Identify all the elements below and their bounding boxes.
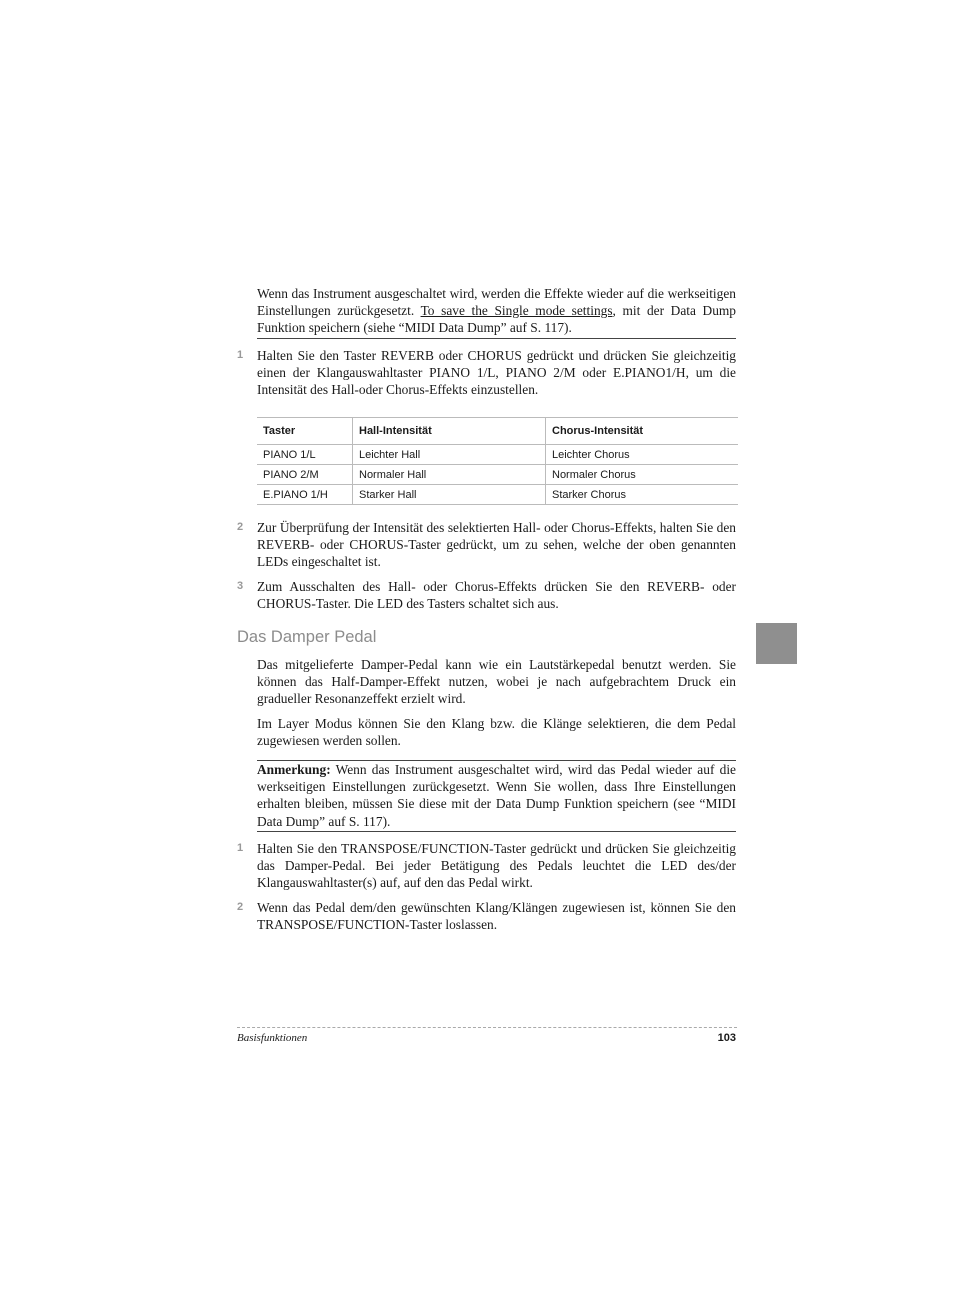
body-paragraph: Das mitgelieferte Damper-Pedal kann wie ein Lautstärkepedal benutzt werden. Sie können das Half-Damper-Effekt nutzen, wobei je nach aufgebrachtem Druck ein gradueller Resonanzeffekt erzielt wird. <box>257 657 736 707</box>
note-paragraph <box>257 761 736 830</box>
step-text: Zum Ausschalten des Hall- oder Chorus-Effekts drücken Sie den REVERB- oder CHORUS-Taster. Die LED des Tasters schaltet sich aus. <box>257 579 736 612</box>
table-cell: Starker Chorus <box>546 485 739 505</box>
step-number: 1 <box>237 349 244 361</box>
step-number: 1 <box>237 842 244 854</box>
table-cell: PIANO 1/L <box>257 445 353 465</box>
intro-note <box>257 285 736 337</box>
step-number: 2 <box>237 521 244 533</box>
table-cell: Starker Hall <box>353 485 546 505</box>
table-cell: Normaler Chorus <box>546 465 739 485</box>
table-header-taster: Taster <box>257 418 353 445</box>
table-row <box>257 445 738 465</box>
section-heading: Das Damper Pedal <box>237 628 377 646</box>
intro-note-link[interactable]: To save the Single mode settings <box>420 303 613 319</box>
table-header-hall: Hall-Intensität <box>353 418 546 445</box>
page-number: 103 <box>717 1032 736 1044</box>
step-text: Halten Sie den TRANSPOSE/FUNCTION-Taster gedrückt und drücken Sie gleichzeitig das Damper-Pedal. Bei jeder Betätigung des Pedals leuchtet die LED des/der Klangauswahltaster(s) auf, auf den das Pedal wirkt. <box>257 841 736 891</box>
intro-note-text-2: , mit der Data Dump Funktion speichern (siehe “MIDI Data Dump” auf S. 117). <box>257 303 737 336</box>
step-text: Halten Sie den Taster REVERB oder CHORUS gedrückt und drücken Sie gleichzeitig einen der Klangauswahltaster PIANO 1/L, PIANO 2/M oder E.PIANO1/H, um die Intensität des Hall-oder Chorus-Effekts einzustellen. <box>257 348 736 398</box>
chapter-side-tab <box>756 623 797 664</box>
note-label: Anmerkung: <box>257 762 331 777</box>
table-cell: Leichter Chorus <box>546 445 739 465</box>
table-row <box>257 465 738 485</box>
table-cell: Leichter Hall <box>353 445 546 465</box>
table-header-row <box>257 418 738 445</box>
table-row <box>257 485 738 505</box>
table-cell: Normaler Hall <box>353 465 546 485</box>
intro-note-text-1: Wenn das Instrument ausgeschaltet wird, werden die Effekte wieder auf die werkseitigen Einstellungen zurückgesetzt. <box>257 286 736 319</box>
table-cell: E.PIANO 1/H <box>257 485 353 505</box>
step-number: 3 <box>237 580 244 592</box>
note-bottom-rule <box>257 831 736 832</box>
body-paragraph: Im Layer Modus können Sie den Klang bzw. die Klänge selektieren, die dem Pedal zugewiesen werden sollen. <box>257 716 736 749</box>
footer-section-title: Basisfunktionen <box>237 1032 308 1044</box>
table-header-chorus: Chorus-Intensität <box>546 418 739 445</box>
effects-table <box>257 417 738 505</box>
footer-divider <box>237 1027 737 1028</box>
step-text: Wenn das Pedal dem/den gewünschten Klang/Klängen zugewiesen ist, können Sie den TRANSPOSE/FUNCTION-Taster loslassen. <box>257 900 736 933</box>
step-number: 2 <box>237 901 244 913</box>
note-text: Wenn das Instrument ausgeschaltet wird, wird das Pedal wieder auf die werkseitigen Einstellungen zurückgesetzt. Wenn Sie wollen, dass Ihre Einstellungen erhalten bleiben, müssen Sie diese mit der Data Dump Funktion speichern (see “MIDI Data Dump” auf S. 117). <box>257 762 736 829</box>
intro-note-bottom-rule <box>257 338 736 339</box>
table-cell: PIANO 2/M <box>257 465 353 485</box>
step-text: Zur Überprüfung der Intensität des selektierten Hall- oder Chorus-Effekts, halten Sie den REVERB- oder CHORUS-Taster gedrückt, um zu sehen, welche der oben genannten LEDs eingeschaltet ist. <box>257 520 736 570</box>
